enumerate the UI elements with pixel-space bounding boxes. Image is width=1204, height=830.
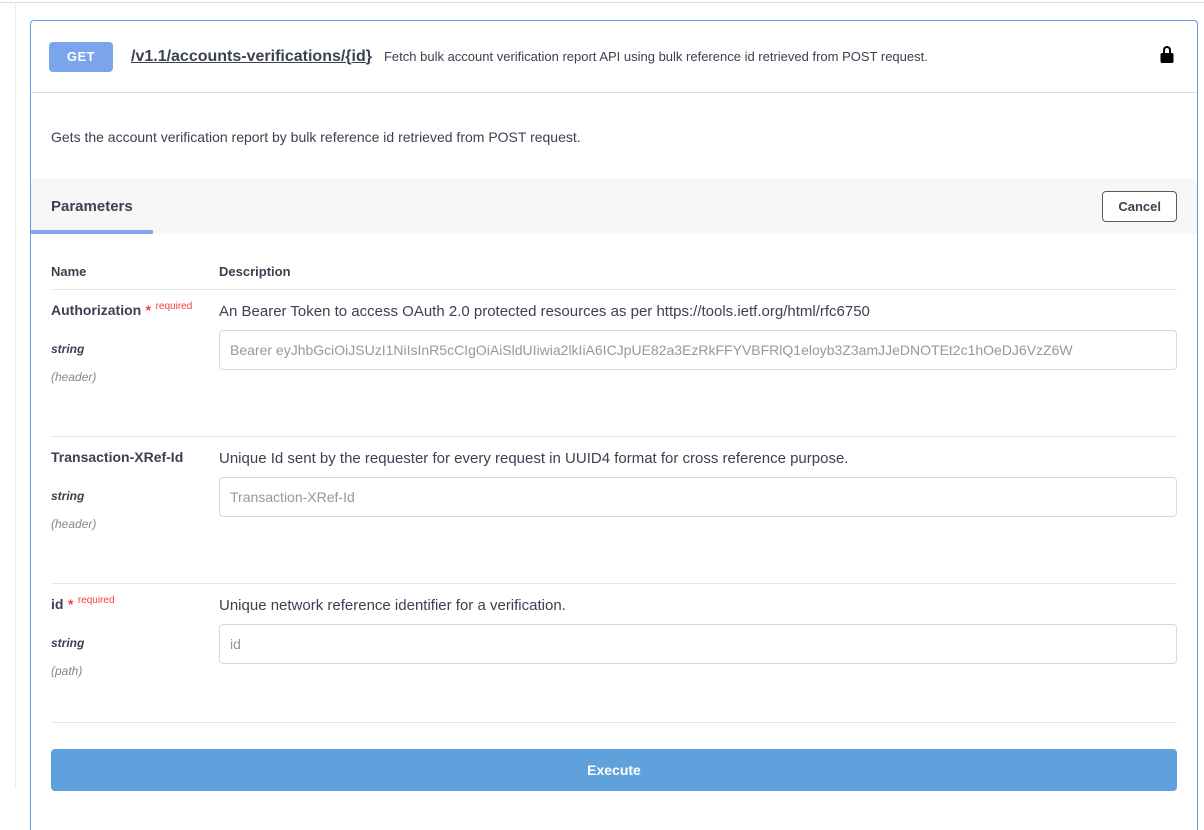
parameters-table-head [51, 234, 1177, 290]
authorize-lock-button[interactable] [1155, 41, 1179, 72]
operation-description: Gets the account verification report by bulk reference id retrieved from POST request. [51, 129, 581, 145]
param-name: Transaction-XRef-Id [51, 449, 184, 465]
parameters-section-header [31, 179, 1197, 234]
endpoint-path-link[interactable]: /v1.1/accounts-verifications/{id} [131, 47, 372, 65]
id-input[interactable] [219, 624, 1177, 664]
param-description-cell [219, 302, 1177, 384]
param-name: Authorization [51, 302, 142, 318]
param-description: Unique network reference identifier for a verification. [219, 597, 566, 614]
param-type: string [51, 636, 85, 650]
cancel-button[interactable]: Cancel [1102, 191, 1177, 222]
param-name-cell [51, 302, 219, 384]
required-label: required [155, 301, 193, 312]
table-row [51, 436, 1177, 583]
description-column-header: Description [219, 264, 291, 279]
table-row [51, 290, 1177, 436]
param-name-cell [51, 596, 219, 678]
table-row [51, 583, 1177, 722]
endpoint-summary: Fetch bulk account verification report API using bulk reference id retrieved from POST request. [383, 49, 928, 64]
param-name: id [51, 596, 64, 612]
parameters-title: Parameters [51, 198, 133, 215]
parameters-table [31, 234, 1197, 722]
param-description: An Bearer Token to access OAuth 2.0 protected resources as per https://tools.ietf.org/html/rfc6750 [219, 303, 870, 320]
param-location: (header) [51, 370, 97, 384]
http-method-badge: GET [49, 42, 113, 72]
param-description: Unique Id sent by the requester for every request in UUID4 format for cross reference purpose. [219, 450, 849, 467]
authorization-input[interactable] [219, 330, 1177, 370]
panel-edge-line [15, 2, 16, 788]
api-operation-block [30, 20, 1198, 830]
param-description-cell [219, 596, 1177, 678]
execute-section [51, 722, 1177, 827]
required-asterisk: * [145, 302, 152, 318]
transaction-xref-id-input[interactable] [219, 477, 1177, 517]
required-label: required [77, 595, 115, 606]
operation-summary-bar[interactable] [31, 21, 1197, 93]
required-asterisk: * [67, 596, 74, 612]
parameters-tab-underline [31, 230, 153, 234]
param-description-cell [219, 449, 1177, 531]
page-top-divider [0, 2, 1204, 3]
param-name-cell [51, 449, 219, 531]
name-column-header: Name [51, 264, 87, 279]
param-type: string [51, 342, 85, 356]
lock-icon [1159, 45, 1175, 68]
execute-button[interactable]: Execute [51, 749, 1177, 791]
param-location: (path) [51, 664, 83, 678]
param-type: string [51, 489, 85, 503]
param-location: (header) [51, 517, 97, 531]
